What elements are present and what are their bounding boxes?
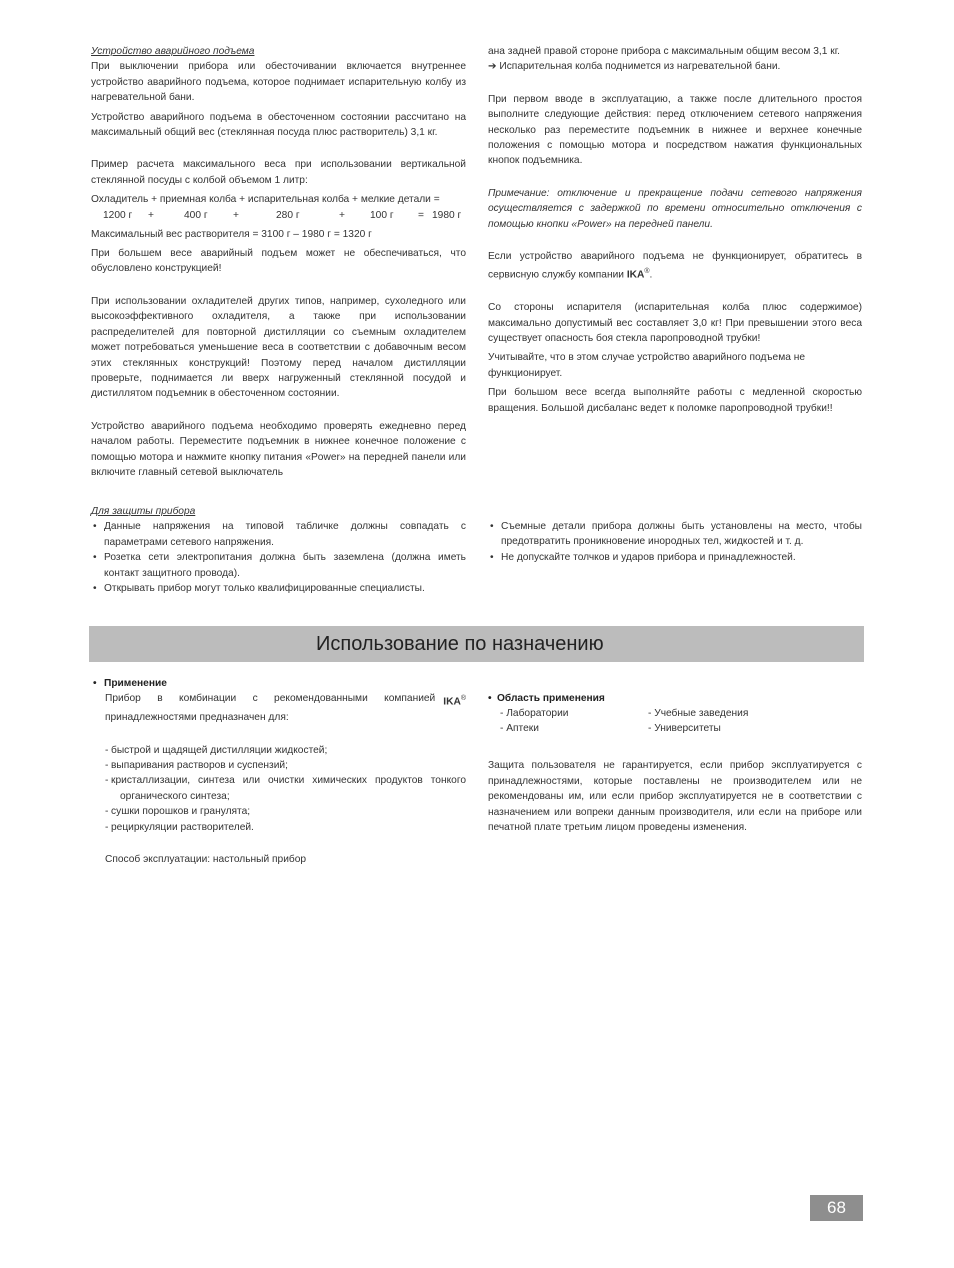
list-item xyxy=(91,519,466,550)
scope-heading xyxy=(488,691,862,706)
service-text: Если устройство аварийного подъема не функционирует, обратитесь в сервисную службу компании xyxy=(488,251,862,281)
list-item xyxy=(91,550,466,581)
scope-right xyxy=(488,691,862,835)
usage-intro xyxy=(105,691,466,710)
bullet: • xyxy=(490,551,494,563)
arrow-right-icon: ➔ xyxy=(488,61,497,73)
paragraph: При первом вводе в эксплуатацию, а также после длительного простоя выполните следующие действия: перед отключением сетевого напряжения несколько раз переместите подъемник в нижнее и верхнее конечные положения с помощью мотора и посредством нажатия функциональных кнопок подъемника. xyxy=(488,93,862,167)
paragraph: При большем весе аварийный подъем может не обеспечиваться, что обусловлено конструкцией! xyxy=(91,248,466,275)
protection-left xyxy=(91,504,466,596)
paragraph: При использовании охладителей других типов, например, сухоледного или высокоэффективного охладителя, а также при использовании распределителей для повторной дистилляции со съемным охладителем может потребоваться уменьшение веса в соответствии с добавочным весом этих стеклянных конструкций! Поэтому перед началом дистилляции проверьте, поднимается ли вверх нагруженный стеклянной посудой и дистиллятом подъемник в обесточенном состоянии. xyxy=(91,295,466,400)
dash: - xyxy=(105,821,109,833)
calc-operator: + xyxy=(233,209,239,221)
calc-value: 280 г xyxy=(276,209,300,221)
scope-item: - Учебные заведения xyxy=(648,708,749,720)
paragraph: При выключении прибора или обесточивании включается внутреннее устройство аварийного подъема, которое поднимает испарительную колбу из нагревательной бани. xyxy=(91,61,466,104)
left-column-top xyxy=(91,44,466,480)
protection-heading: Для защиты прибора xyxy=(91,506,196,517)
list-item-text: сушки порошков и гранулята; xyxy=(111,806,251,818)
usage-left xyxy=(91,676,466,867)
list-item xyxy=(91,773,466,804)
scope-item: - Лаборатории xyxy=(500,708,569,720)
dash: - xyxy=(105,775,109,787)
usage-body xyxy=(91,691,466,867)
arrow-result-text: Испарительная колба поднимется из нагревательной бани. xyxy=(499,61,781,73)
section-title: Использование по назначению xyxy=(89,626,864,662)
bullet: • xyxy=(93,583,97,595)
ika-brand-wrap xyxy=(443,691,466,710)
arrow-result xyxy=(488,59,862,74)
calc-value: 1200 г xyxy=(103,209,133,221)
list-item xyxy=(91,758,466,773)
weight-calculation xyxy=(91,208,466,223)
list-item-text: рециркуляции растворителей. xyxy=(111,821,254,833)
paragraph: ана задней правой стороне прибора с максимальным общим весом 3,1 кг. xyxy=(488,46,840,57)
usage-heading-text: Применение xyxy=(104,678,167,689)
usage-heading xyxy=(91,676,466,691)
list-item xyxy=(488,519,862,550)
calc-value: 100 г xyxy=(370,209,394,221)
scope-heading-text: Область применения xyxy=(497,693,605,704)
list-item-text: Съемные детали прибора должны быть установлены на место, чтобы предотвратить проникновение инородных тел, жидкостей и т. д. xyxy=(501,521,862,548)
list-item-text: выпаривания растворов и суспензий; xyxy=(111,760,288,772)
bullet: • xyxy=(490,521,494,532)
calc-value: 400 г xyxy=(184,209,208,221)
page-number: 68 xyxy=(810,1195,863,1221)
disclaimer: Защита пользователя не гарантируется, если прибор эксплуатируется с принадлежностями, которые поставлены не производителем или не рекомендованы им, или если прибор эксплуатируется не в соответствии с назначением или вопреки данным производителя, или если на приборе или печатной плате третьим лицом проведены изменения. xyxy=(488,760,862,834)
calc-operator: + xyxy=(148,209,154,221)
note: Примечание: отключение и прекращение подачи сетевого напряжения осуществляется с задержкой по времени относительно отключения с помощью кнопки «Power» на передней панели. xyxy=(488,187,862,230)
list-item xyxy=(91,820,466,835)
ika-brand: IKA xyxy=(626,269,645,281)
list-item-text: Данные напряжения на типовой табличке должны совпадать с параметрами сетевого напряжения. xyxy=(104,521,466,548)
weight-formula: Охладитель + приемная колба + испарительная колба + мелкие детали = xyxy=(91,194,440,206)
scope-list xyxy=(488,706,862,737)
word: в xyxy=(157,693,163,705)
bullet: • xyxy=(93,552,97,564)
paragraph: Учитывайте, что в этом случае устройство аварийного подъема не функционирует. xyxy=(488,352,805,379)
list-item-text: Открывать прибор могут только квалифицированные специалисты. xyxy=(104,583,425,595)
list-item-text: кристаллизации, синтеза или очистки химических продуктов тонкого органического синтеза; xyxy=(111,775,466,802)
bullet: • xyxy=(488,693,492,704)
paragraph: Максимальный вес растворителя = 3100 г – 1980 г = 1320 г xyxy=(91,228,372,240)
calc-total: 1980 г xyxy=(432,209,462,221)
period: . xyxy=(649,269,653,281)
word: Прибор xyxy=(105,693,141,705)
scope-item: - Аптеки xyxy=(500,723,539,735)
list-item xyxy=(488,550,862,565)
dash: - xyxy=(105,760,109,772)
list-item-text: быстрой и щадящей дистилляции жидкостей; xyxy=(111,744,328,756)
service-paragraph xyxy=(488,249,862,283)
word: комбинации xyxy=(179,693,237,705)
list-item xyxy=(91,804,466,819)
list-item-text: Не допускайте толчков и ударов прибора и принадлежностей. xyxy=(501,551,796,563)
paragraph: Пример расчета максимального веса при использовании вертикальной стеклянной посуды с колбой объемом 1 литр: xyxy=(91,159,466,186)
calc-operator: + xyxy=(339,209,345,221)
calc-operator: = xyxy=(418,209,424,221)
scope-item: - Университеты xyxy=(648,723,721,735)
list-item-text: Розетка сети электропитания должна быть заземлена (должна иметь контакт защитного провода). xyxy=(104,552,466,579)
operation-mode: Способ эксплуатации: настольный прибор xyxy=(105,854,307,866)
bullet: • xyxy=(93,678,97,689)
registered-mark: ® xyxy=(644,268,650,276)
paragraph: Устройство аварийного подъема в обесточенном состоянии рассчитано на максимальный общий вес (стеклянная посуда плюс растворитель) 3,1 кг. xyxy=(91,111,466,139)
word: рекомендованными xyxy=(274,693,368,705)
usage-intro-words xyxy=(105,691,443,710)
usage-intro-end: принадлежностями предназначен для: xyxy=(105,712,289,724)
protection-right xyxy=(488,519,862,565)
list-item xyxy=(91,743,466,758)
right-column-top xyxy=(488,44,862,416)
dash: - xyxy=(105,806,109,818)
paragraph: При большом весе всегда выполняйте работы с медленной скоростью вращения. Большой дисбаланс ведет к поломке паропроводной трубки!! xyxy=(488,387,862,414)
emergency-lift-heading: Устройство аварийного подъема xyxy=(91,46,255,57)
registered-mark: ® xyxy=(460,695,466,703)
bullet: • xyxy=(93,521,97,533)
dash: - xyxy=(105,744,109,756)
word: компанией xyxy=(384,693,436,705)
word: с xyxy=(252,693,258,705)
ika-brand: IKA xyxy=(443,696,461,708)
list-item xyxy=(91,581,466,596)
paragraph: Устройство аварийного подъема необходимо проверять ежедневно перед началом работы. Переместите подъемник в нижнее конечное положение с помощью мотора и нажмите кнопку питания «Power» на передней панели или включите главный сетевой выключатель xyxy=(91,420,466,478)
paragraph: Со стороны испарителя (испарительная колба плюс содержимое) максимально допустимый вес составляет 3,0 кг! При превышении этого веса существует опасность боя стекла паропроводной трубки! xyxy=(488,302,862,345)
